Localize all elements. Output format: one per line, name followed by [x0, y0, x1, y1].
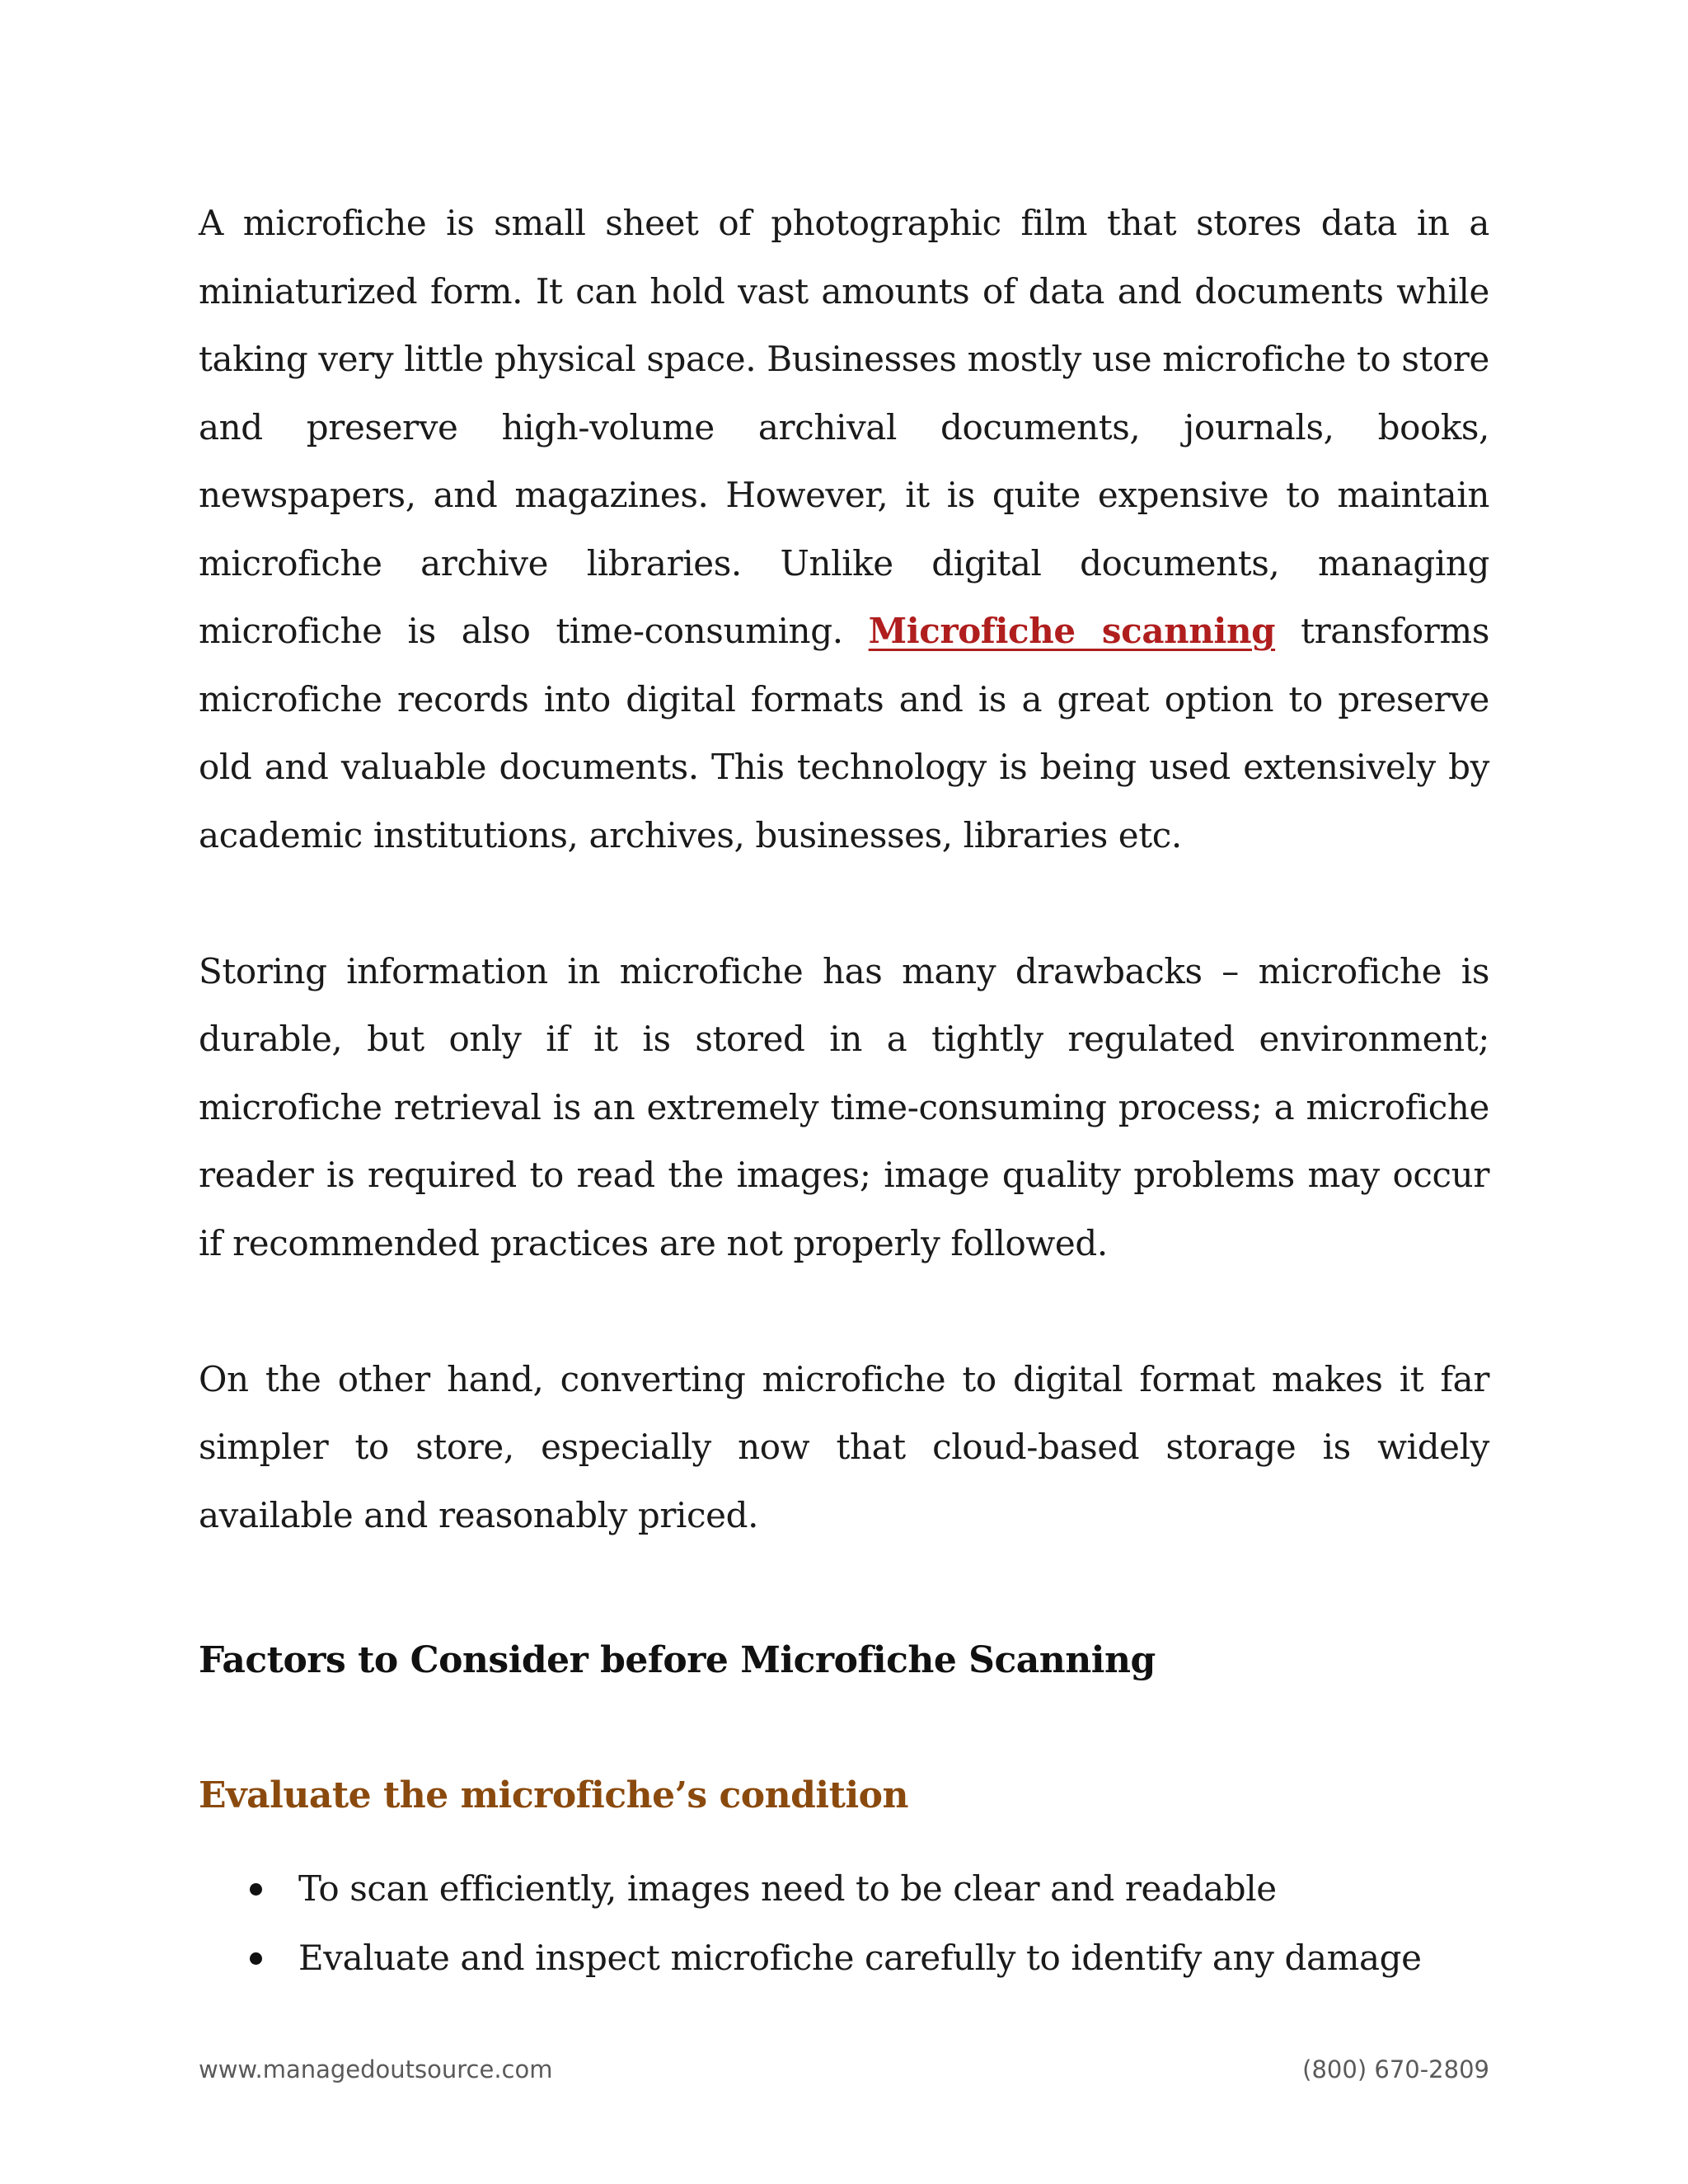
page-content [199, 190, 1489, 1993]
intro-paragraph [199, 190, 1489, 869]
list-item [199, 1924, 1489, 1993]
sub-heading: Evaluate the microfiche’s condition [199, 1774, 908, 1816]
section-heading: Factors to Consider before Microfiche Scanning [199, 1639, 1156, 1681]
list-item-text: Evaluate and inspect microfiche carefully to identify any damage [298, 1938, 1422, 1978]
intro-text-after-link: transforms microfiche records into digital formats and is a great option to preserve old and valuable documents. This technology is being used extensively by academic institutions, archives, businesses, libraries etc. [199, 611, 1489, 855]
bullet-icon [250, 1952, 262, 1965]
bullet-list [199, 1854, 1489, 1993]
intro-text-before-link: A microfiche is small sheet of photographic film that stores data in a miniaturized form. It can hold vast amounts of data and documents while taking very little physical space. Businesses mostly use microfiche to store and preserve high-volume archival documents, journals, books, newspapers, and magazines. However, it is quite expensive to maintain microfiche archive libraries. Unlike digital documents, managing microfiche is also time-consuming. [199, 203, 1489, 651]
digital-benefits-paragraph: On the other hand, converting microfiche to digital format makes it far simpler to store, especially now that cloud-based storage is widely available and reasonably priced. [199, 1358, 1489, 1535]
list-item-text: To scan efficiently, images need to be clear and readable [298, 1868, 1277, 1909]
page-footer [199, 2055, 1489, 2083]
drawbacks-paragraph: Storing information in microfiche has many drawbacks – microfiche is durable, but only if it is stored in a tightly regulated environment; microfiche retrieval is an extremely time-consuming process; a microfiche reader is required to read the images; image quality problems may occur if recommended practices are not properly followed. [199, 950, 1489, 1263]
footer-website: www.managedoutsource.com [199, 2055, 553, 2083]
list-item [199, 1854, 1489, 1924]
microfiche-scanning-link[interactable]: Microfiche scanning [868, 611, 1276, 651]
bullet-icon [250, 1883, 262, 1896]
footer-phone: (800) 670-2809 [1302, 2055, 1489, 2083]
